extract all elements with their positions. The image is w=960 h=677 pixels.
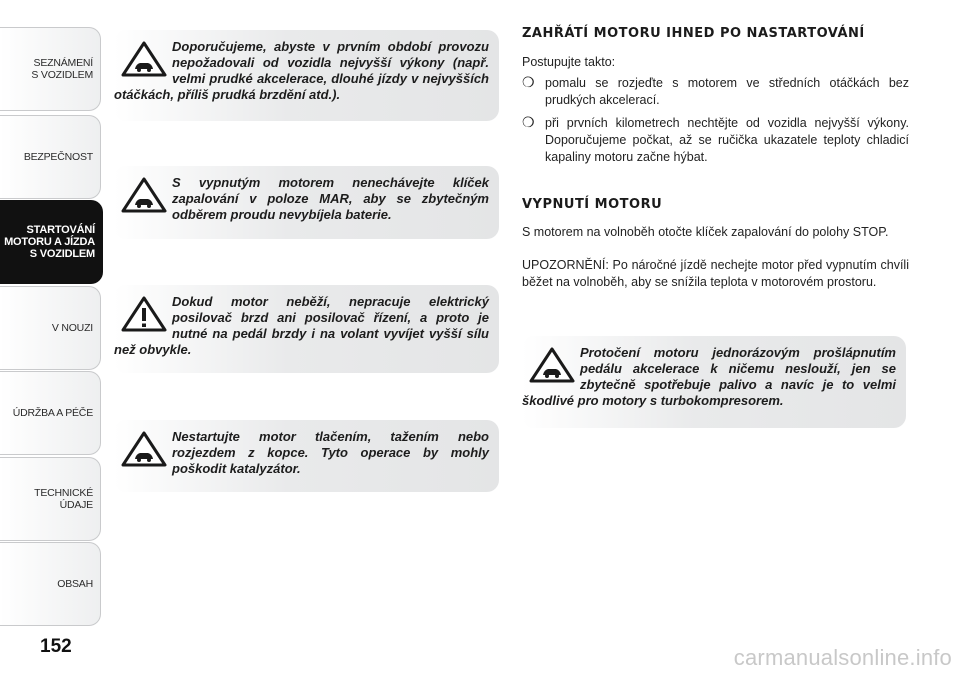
car-warning-icon bbox=[120, 431, 168, 467]
warning-box-push-start bbox=[114, 420, 499, 492]
shutdown-text: S motorem na volnoběh otočte klíček zapalování do polohy STOP. bbox=[522, 225, 889, 239]
notice-text: UPOZORNĚNÍ: Po náročné jízdě nechejte motor před vypnutím chvíli běžet na volnoběh, aby se snížila teplota v motorovém prostoru. bbox=[522, 258, 909, 289]
bullet-icon: ❍ bbox=[522, 74, 535, 90]
exclamation-warning-icon bbox=[120, 296, 168, 332]
tab-bezpecnost[interactable]: BEZPEČNOST bbox=[0, 115, 101, 199]
warning-box-brake-assist bbox=[114, 285, 499, 373]
warning-text: Dokud motor neběží, nepracuje elektrický posilovač brzd ani posilovač řízení, a proto je nutné na pedál brzdy i na volant vyvíjet vyšší sílu než obvykle. bbox=[114, 294, 489, 357]
warning-text: S vypnutým motorem nenechávejte klíček zapalování v poloze MAR, aby se zbytečným odběrem proudu nevybíjela baterie. bbox=[172, 175, 489, 222]
section-heading-shutdown: VYPNUTÍ MOTORU bbox=[522, 197, 663, 212]
tab-udrzba[interactable]: ÚDRŽBA A PÉČE bbox=[0, 371, 101, 455]
watermark: carmanualsonline.info bbox=[733, 645, 952, 670]
intro-text: Postupujte takto: bbox=[522, 55, 616, 69]
section-heading-warmup: ZAHŘÁTÍ MOTORU IHNED PO NASTARTOVÁNÍ bbox=[522, 26, 865, 41]
bullet-icon: ❍ bbox=[522, 114, 535, 130]
list-item-text: pomalu se rozjeďte s motorem ve středních otáčkách bez prudkých akcelerací. bbox=[545, 76, 909, 107]
page-number: 152 bbox=[40, 636, 72, 657]
car-warning-icon bbox=[528, 347, 576, 383]
tab-obsah[interactable]: OBSAH bbox=[0, 542, 101, 626]
list-item bbox=[522, 75, 909, 109]
warning-text: Nestartujte motor tlačením, tažením nebo rozjezdem z kopce. Tyto operace by mohly poškodit katalyzátor. bbox=[172, 429, 489, 476]
warning-box-revving bbox=[522, 336, 906, 428]
tab-seznameni[interactable]: SEZNÁMENÍ S VOZIDLEM bbox=[0, 27, 101, 111]
list-item-text: při prvních kilometrech nechtějte od vozidla nejvyšší výkony. Doporučujeme počkat, až se ručička ukazatele teploty chladicí kapaliny motoru začne hýbat. bbox=[545, 116, 909, 164]
tab-startovani[interactable]: STARTOVÁNÍ MOTORU A JÍZDA S VOZIDLEM bbox=[0, 200, 103, 284]
warning-text: Doporučujeme, abyste v prvním období provozu nepožadovali od vozidla nejvyšší výkony (např. velmi prudké akcelerace, dlouhé jízdy v nejvyšších otáčkách, příliš prudká brzdění atd.). bbox=[114, 39, 489, 102]
car-warning-icon bbox=[120, 41, 168, 77]
car-warning-icon bbox=[120, 177, 168, 213]
warning-box-key-mar bbox=[114, 166, 499, 239]
warning-box-run-in bbox=[114, 30, 499, 121]
warning-text: Protočení motoru jednorázovým prošlápnutím pedálu akcelerace k ničemu neslouží, jen se zbytečně spotřebuje palivo a navíc je to velmi škodlivé pro motory s turbokompresorem. bbox=[522, 345, 896, 408]
tab-technicke-udaje[interactable]: TECHNICKÉ ÚDAJE bbox=[0, 457, 101, 541]
list-item bbox=[522, 115, 909, 166]
tab-v-nouzi[interactable]: V NOUZI bbox=[0, 286, 101, 370]
